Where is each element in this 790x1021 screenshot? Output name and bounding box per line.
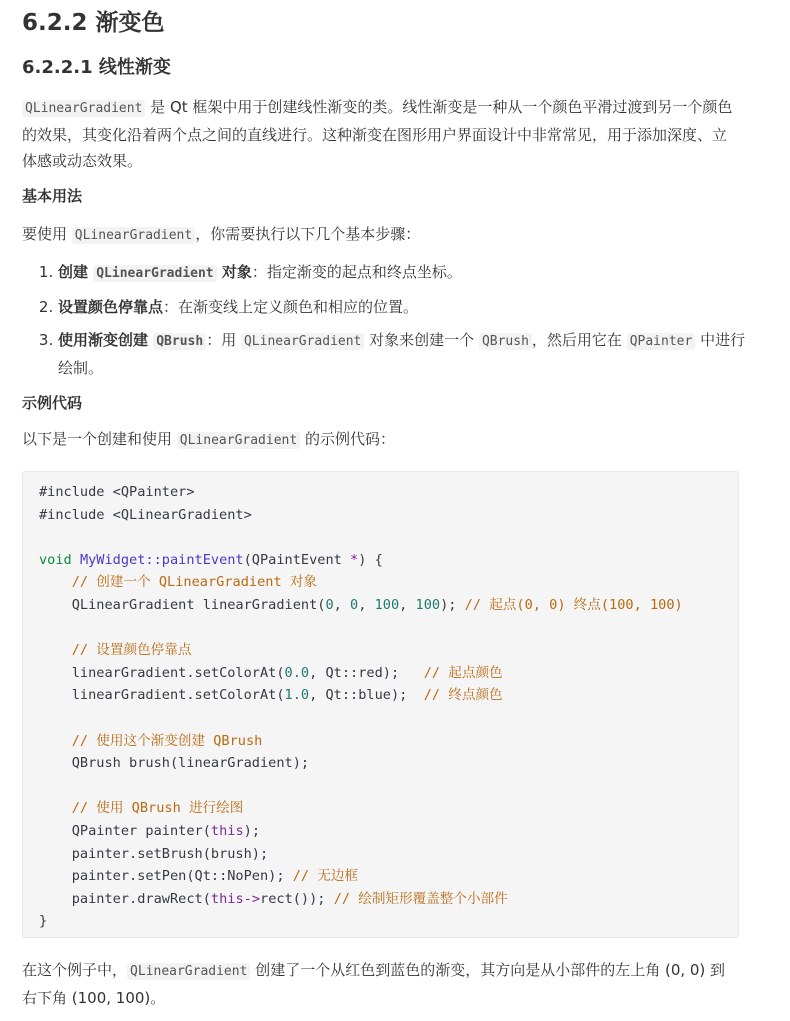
code-token: ) { bbox=[358, 551, 383, 568]
step-text: 对象来创建一个 bbox=[364, 331, 479, 349]
code-comment: // 使用这个渐变创建 QBrush bbox=[71, 732, 263, 749]
step-text: ：在渐变线上定义颜色和相应的位置。 bbox=[163, 298, 419, 316]
example-intro-text: 的示例代码： bbox=[300, 430, 395, 448]
code-token: , bbox=[333, 596, 351, 613]
step-text: ：用 bbox=[206, 331, 241, 349]
code-number: 1.0 bbox=[284, 687, 310, 704]
section-heading: 6.2.2 渐变色 bbox=[22, 10, 165, 36]
code-comment: // 使用 QBrush 进行绘图 bbox=[71, 800, 244, 817]
inline-code: QLinearGradient bbox=[127, 963, 250, 980]
example-intro-text: 以下是一个创建和使用 bbox=[22, 430, 177, 448]
intro-paragraph bbox=[22, 94, 740, 174]
inline-code: QPainter bbox=[627, 333, 696, 350]
step-text: ：指定渐变的起点和终点坐标。 bbox=[251, 263, 462, 281]
code-comment: // 终点颜色 bbox=[423, 687, 503, 704]
code-line: #include <QLinearGradient> bbox=[39, 506, 252, 523]
example-code-heading: 示例代码 bbox=[22, 394, 83, 412]
code-line: } bbox=[39, 913, 48, 930]
code-comment: // 创建一个 QLinearGradient 对象 bbox=[71, 574, 317, 591]
code-token: , Qt::red); bbox=[309, 664, 400, 681]
basic-usage-heading: 基本用法 bbox=[22, 187, 83, 205]
code-content bbox=[39, 481, 683, 933]
steps-list bbox=[40, 259, 748, 388]
intro-text: 是 Qt 框架中用于创建线性渐变的类。线性渐变是一种从一个颜色平滑过渡到另一个颜色的效果，其变化沿着两个点之间的直线进行。这种渐变在图形用户界面设计中非常常见，用于添加深度、立体感或动态效果。 bbox=[22, 98, 733, 170]
code-line: QBrush brush(linearGradient); bbox=[71, 755, 310, 772]
inline-code: QLinearGradient bbox=[22, 100, 145, 117]
inline-code: QLinearGradient bbox=[177, 432, 300, 449]
code-operator: * bbox=[350, 551, 359, 568]
code-token: QLinearGradient linearGradient( bbox=[71, 596, 326, 613]
code-token: , bbox=[399, 596, 416, 613]
code-number: 0 bbox=[325, 596, 334, 613]
list-item bbox=[58, 259, 748, 287]
code-token: linearGradient.setColorAt( bbox=[71, 687, 285, 704]
step-text: ，然后用它在 bbox=[531, 331, 627, 349]
code-number: 0 bbox=[350, 596, 359, 613]
inline-code: QLinearGradient bbox=[241, 333, 364, 350]
code-token: linearGradient.setColorAt( bbox=[71, 664, 285, 681]
inline-code: QLinearGradient bbox=[93, 265, 216, 282]
code-operator: -> bbox=[243, 890, 261, 907]
step-text: 中进行绘制。 bbox=[58, 331, 746, 377]
code-block[interactable] bbox=[22, 471, 739, 938]
code-token: ); bbox=[440, 596, 457, 613]
example-intro-paragraph bbox=[22, 426, 740, 454]
code-keyword: void bbox=[39, 551, 72, 568]
code-number: 100 bbox=[415, 596, 441, 613]
conclusion-text: 在这个例子中， bbox=[22, 961, 128, 979]
code-comment: // 绘制矩形覆盖整个小部件 bbox=[333, 890, 508, 907]
inline-code: QLinearGradient bbox=[72, 227, 195, 244]
step-bold: 对象 bbox=[216, 263, 252, 281]
code-line: #include <QPainter> bbox=[39, 484, 195, 500]
code-comment: // 设置颜色停靠点 bbox=[71, 642, 192, 659]
code-token: , Qt::blue); bbox=[309, 687, 408, 704]
code-line: painter.setBrush(brush); bbox=[71, 845, 269, 862]
subsection-heading: 6.2.2.1 线性渐变 bbox=[22, 57, 171, 78]
code-token: painter.drawRect( bbox=[71, 890, 211, 907]
code-comment: // 起点颜色 bbox=[423, 664, 503, 681]
step-bold: 使用渐变创建 bbox=[58, 331, 154, 349]
code-token: , bbox=[358, 596, 375, 613]
code-token: (QPaintEvent bbox=[243, 551, 351, 568]
step-bold: 创建 bbox=[58, 263, 94, 281]
list-item bbox=[58, 294, 748, 320]
inline-code: QBrush bbox=[153, 333, 206, 350]
code-token: QPainter painter( bbox=[71, 822, 211, 839]
code-keyword: this bbox=[210, 890, 244, 907]
usage-text: 要使用 bbox=[22, 225, 72, 243]
code-token: rect()); bbox=[260, 890, 326, 907]
code-number: 100 bbox=[374, 596, 400, 613]
code-comment: // 起点(0, 0) 终点(100, 100) bbox=[464, 596, 683, 613]
usage-paragraph bbox=[22, 221, 740, 249]
code-token: ); bbox=[243, 822, 261, 839]
code-number: 0.0 bbox=[284, 664, 310, 681]
code-line: painter.setPen(Qt::NoPen); bbox=[71, 868, 285, 885]
list-item bbox=[58, 327, 748, 381]
inline-code: QBrush bbox=[479, 333, 532, 350]
code-keyword: this bbox=[210, 822, 244, 839]
usage-text: ，你需要执行以下几个基本步骤： bbox=[195, 225, 421, 243]
conclusion-paragraph bbox=[22, 957, 740, 1011]
code-function: MyWidget::paintEvent bbox=[79, 551, 244, 568]
code-comment: // 无边框 bbox=[292, 868, 359, 885]
conclusion-text: 创建了一个从红色到蓝色的渐变，其方向是从小部件的左上角 (0, 0) 到右下角 (100, 100)。 bbox=[22, 961, 726, 1007]
step-bold: 设置颜色停靠点 bbox=[58, 298, 164, 316]
